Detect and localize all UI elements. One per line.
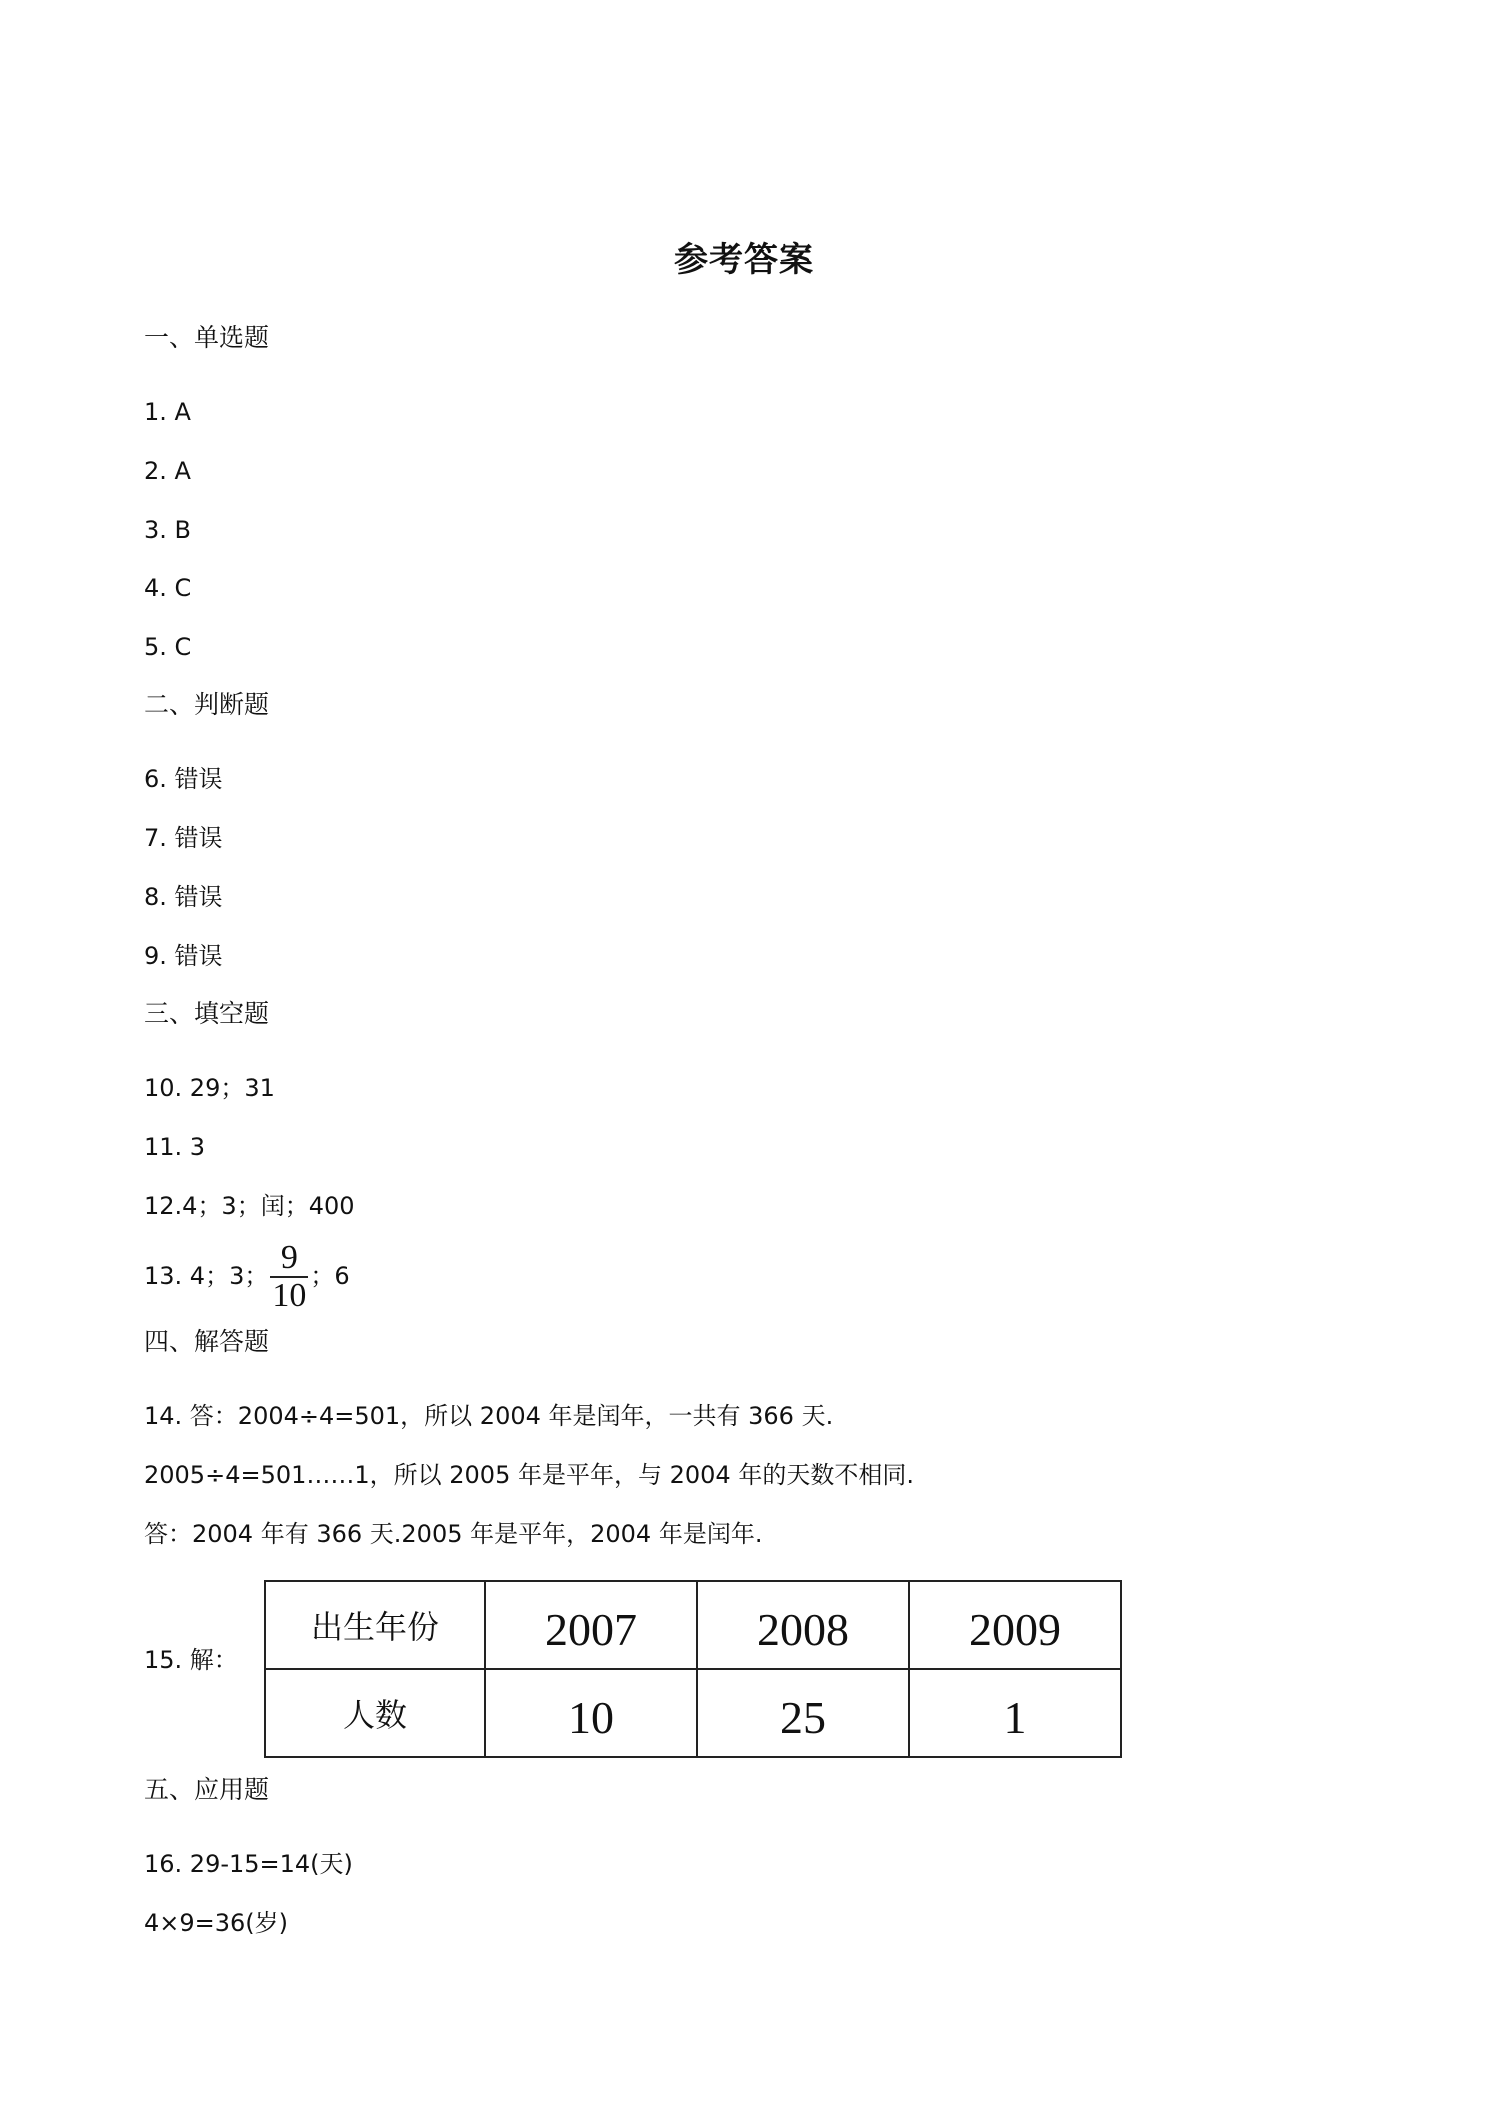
answer-15-label: 15. 解： bbox=[144, 1646, 238, 1674]
birth-year-table bbox=[264, 1580, 1122, 1758]
section-heading-fill-blank: 三、填空题 bbox=[144, 999, 270, 1028]
answer-4: 4. C bbox=[144, 574, 192, 602]
answer-1: 1. A bbox=[144, 398, 191, 426]
section-heading-true-false: 二、判断题 bbox=[144, 690, 270, 719]
answer-13 bbox=[144, 1236, 350, 1316]
answer-13-prefix: 13. 4；3； bbox=[144, 1262, 269, 1290]
section-heading-solve: 四、解答题 bbox=[144, 1327, 270, 1356]
section-heading-single-choice: 一、单选题 bbox=[144, 323, 270, 352]
table-header-count: 人数 bbox=[265, 1669, 485, 1757]
answer-14-line-1: 14. 答：2004÷4=501，所以 2004 年是闰年，一共有 366 天. bbox=[144, 1402, 834, 1430]
table-cell-year: 2007 bbox=[485, 1581, 697, 1669]
table-cell-count: 1 bbox=[909, 1669, 1121, 1757]
answer-5: 5. C bbox=[144, 633, 192, 661]
answer-2: 2. A bbox=[144, 457, 191, 485]
table-cell-year: 2008 bbox=[697, 1581, 909, 1669]
page-title: 参考答案 bbox=[674, 240, 814, 280]
answer-8: 8. 错误 bbox=[144, 883, 223, 911]
answer-9: 9. 错误 bbox=[144, 942, 223, 970]
table-row bbox=[265, 1581, 1121, 1669]
section-heading-application: 五、应用题 bbox=[144, 1775, 270, 1804]
answer-12: 12.4；3；闰；400 bbox=[144, 1192, 355, 1220]
answer-6: 6. 错误 bbox=[144, 765, 223, 793]
table-row bbox=[265, 1669, 1121, 1757]
fraction-numerator: 9 bbox=[280, 1239, 298, 1276]
answer-3: 3. B bbox=[144, 516, 191, 544]
fraction-denominator: 10 bbox=[272, 1277, 307, 1314]
answer-16-line-2: 4×9=36(岁) bbox=[144, 1909, 289, 1937]
answer-10: 10. 29；31 bbox=[144, 1074, 275, 1102]
fraction bbox=[270, 1240, 308, 1314]
table-cell-count: 25 bbox=[697, 1669, 909, 1757]
answer-11: 11. 3 bbox=[144, 1133, 206, 1161]
table-header-birth-year: 出生年份 bbox=[265, 1581, 485, 1669]
table-cell-year: 2009 bbox=[909, 1581, 1121, 1669]
answer-7: 7. 错误 bbox=[144, 824, 223, 852]
table-cell-count: 10 bbox=[485, 1669, 697, 1757]
answer-16-line-1: 16. 29-15=14(天) bbox=[144, 1850, 353, 1878]
answer-14-line-2: 2005÷4=501……1，所以 2005 年是平年，与 2004 年的天数不相同. bbox=[144, 1461, 914, 1489]
answer-13-suffix: ；6 bbox=[310, 1262, 350, 1290]
answer-14-line-3: 答：2004 年有 366 天.2005 年是平年，2004 年是闰年. bbox=[144, 1520, 763, 1548]
